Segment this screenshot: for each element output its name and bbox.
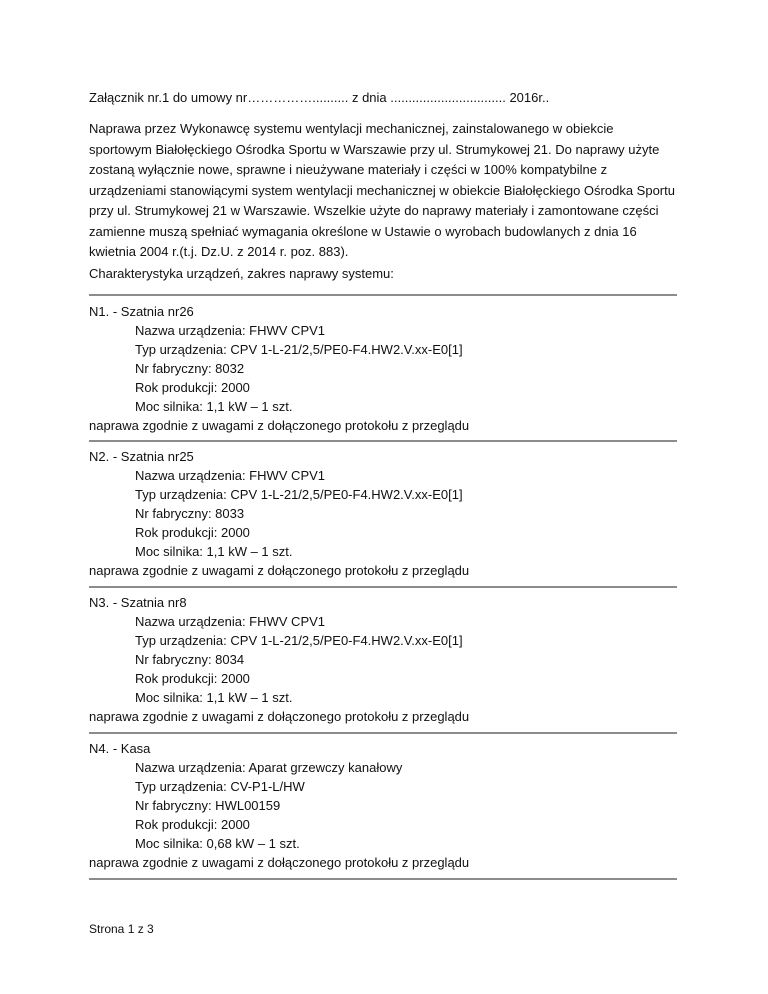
intro-line: przy ul. Strumykowej 21 w Warszawie. Wszelkie użyte do naprawy materiały i zamontowane części bbox=[89, 203, 659, 218]
device-heading: N4. - Kasa bbox=[89, 741, 151, 756]
divider bbox=[89, 878, 677, 880]
device-serial: Nr fabryczny: 8033 bbox=[135, 506, 245, 521]
device-repair-note: naprawa zgodnie z uwagami z dołączonego protokołu z przeglądu bbox=[89, 418, 470, 433]
device-type: Typ urządzenia: CV-P1-L/HW bbox=[135, 779, 305, 794]
device-name: Nazwa urządzenia: Aparat grzewczy kanałowy bbox=[135, 760, 403, 775]
device-block-n1 bbox=[89, 302, 679, 435]
attachment-header: Załącznik nr.1 do umowy nr…………….......... z dnia ................................ 2016r.. bbox=[89, 90, 550, 105]
device-year: Rok produkcji: 2000 bbox=[135, 525, 250, 540]
device-block-n2 bbox=[89, 447, 679, 580]
device-year: Rok produkcji: 2000 bbox=[135, 817, 250, 832]
intro-line: zamienne muszą spełniać wymagania określone w Ustawie o wyrobach budowlanych z dnia 16 bbox=[89, 223, 637, 239]
intro-line: Naprawa przez Wykonawcę systemu wentylacji mechanicznej, zainstalowanego w obiekcie bbox=[89, 121, 614, 136]
device-year: Rok produkcji: 2000 bbox=[135, 380, 250, 395]
divider bbox=[89, 440, 677, 442]
device-repair-note: naprawa zgodnie z uwagami z dołączonego protokołu z przeglądu bbox=[89, 563, 470, 578]
device-name: Nazwa urządzenia: FHWV CPV1 bbox=[135, 468, 326, 483]
page-number: Strona 1 z 3 bbox=[89, 922, 154, 936]
device-type: Typ urządzenia: CPV 1-L-21/2,5/PE0-F4.HW2.V.xx-E0[1] bbox=[135, 487, 463, 502]
device-name: Nazwa urządzenia: FHWV CPV1 bbox=[135, 614, 326, 629]
device-heading: N1. - Szatnia nr26 bbox=[89, 304, 194, 319]
device-repair-note: naprawa zgodnie z uwagami z dołączonego protokołu z przeglądu bbox=[89, 709, 470, 724]
divider bbox=[89, 294, 677, 296]
device-name: Nazwa urządzenia: FHWV CPV1 bbox=[135, 323, 326, 338]
device-serial: Nr fabryczny: 8034 bbox=[135, 652, 245, 667]
device-repair-note: naprawa zgodnie z uwagami z dołączonego protokołu z przeglądu bbox=[89, 855, 470, 870]
device-power: Moc silnika: 1,1 kW – 1 szt. bbox=[135, 544, 293, 559]
device-heading: N3. - Szatnia nr8 bbox=[89, 595, 187, 610]
intro-paragraph bbox=[89, 119, 679, 263]
device-year: Rok produkcji: 2000 bbox=[135, 671, 250, 686]
device-block-n3 bbox=[89, 593, 679, 726]
intro-line: zostaną wyłącznie nowe, sprawne i nieużywane materiały i części w 100% kompatybilne z bbox=[89, 162, 608, 177]
device-serial: Nr fabryczny: HWL00159 bbox=[135, 798, 281, 813]
device-power: Moc silnika: 1,1 kW – 1 szt. bbox=[135, 690, 293, 705]
device-type: Typ urządzenia: CPV 1-L-21/2,5/PE0-F4.HW2.V.xx-E0[1] bbox=[135, 633, 463, 648]
divider bbox=[89, 732, 677, 734]
device-serial: Nr fabryczny: 8032 bbox=[135, 361, 245, 376]
intro-line: kwietnia 2004 r.(t.j. Dz.U. z 2014 r. poz. 883). bbox=[89, 244, 349, 259]
device-block-n4 bbox=[89, 739, 679, 872]
section-title: Charakterystyka urządzeń, zakres naprawy systemu: bbox=[89, 266, 394, 281]
intro-line: sportowym Białołęckiego Ośrodka Sportu w Warszawie przy ul. Strumykowej 21. Do naprawy użyte bbox=[89, 141, 660, 157]
device-heading: N2. - Szatnia nr25 bbox=[89, 449, 194, 464]
device-type: Typ urządzenia: CPV 1-L-21/2,5/PE0-F4.HW2.V.xx-E0[1] bbox=[135, 342, 463, 357]
device-power: Moc silnika: 0,68 kW – 1 szt. bbox=[135, 836, 300, 851]
device-power: Moc silnika: 1,1 kW – 1 szt. bbox=[135, 399, 293, 414]
divider bbox=[89, 586, 677, 588]
intro-line: urządzeniami stanowiącymi system wentylacji mechanicznej w obiekcie Białołęckiego Ośrodka Sportu bbox=[89, 182, 675, 198]
